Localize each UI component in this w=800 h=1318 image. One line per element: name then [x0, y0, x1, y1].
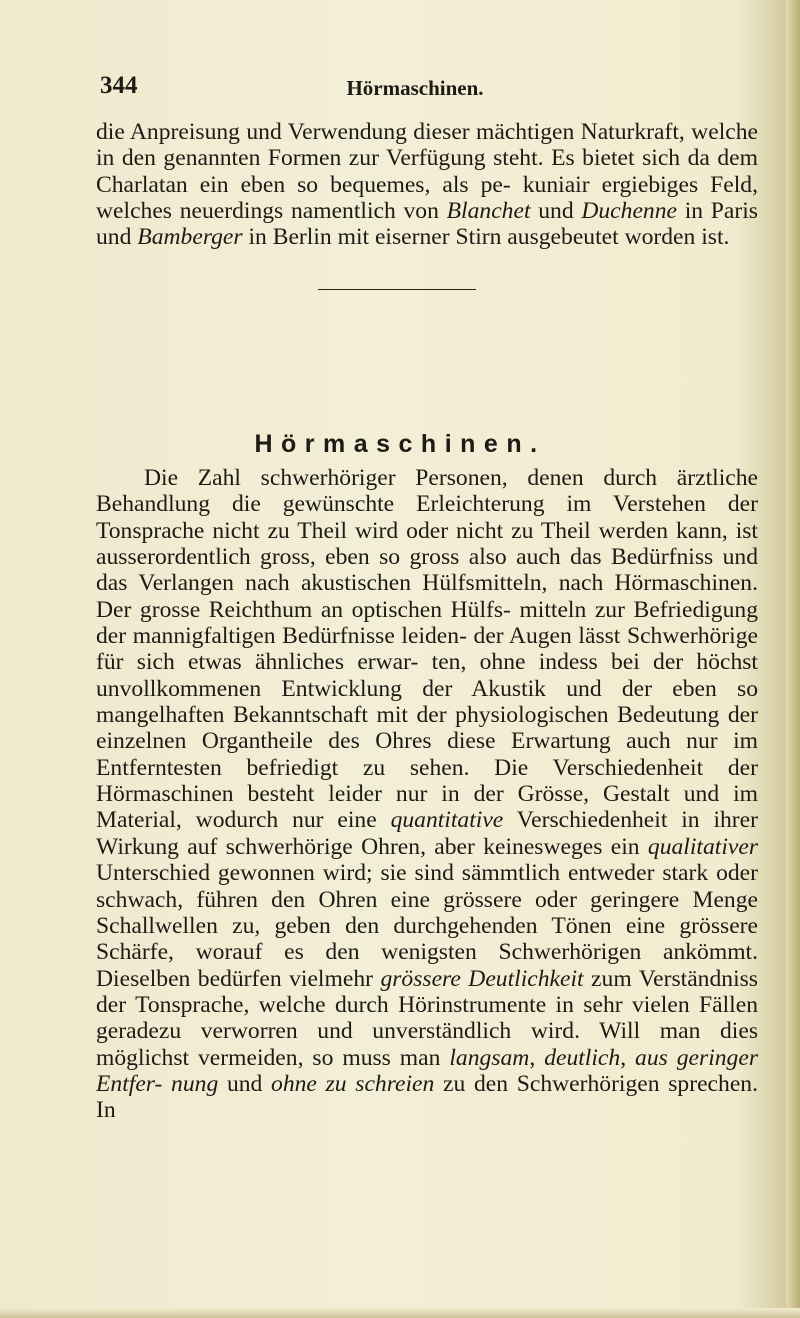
emphasis: aus geringer Entfer- nung: [96, 1044, 759, 1097]
paragraph-main: [96, 465, 758, 1124]
emphasis: ohne zu schreien: [271, 1070, 435, 1097]
emphasis: qualitativer: [647, 833, 758, 860]
running-title: Hörmaschinen.: [346, 76, 484, 100]
text-run: Verschiedenheit in ihrer Wirkung auf schwerhörige Ohren, aber keinesweges ein: [96, 807, 758, 860]
text-run: ,: [620, 1044, 636, 1071]
text-run: in Berlin mit eiserner Stirn ausgebeutet worden ist.: [242, 224, 730, 251]
name-bamberger: Bamberger: [137, 224, 243, 251]
text-run: Die Zahl schwerhöriger Personen, denen durch ärztliche Behandlung die gewünschte Erleichterung im Verstehen der Tonsprache nicht zu Theil wird oder nicht zu Theil werden kann, ist ausserordentlich gross, eben so gross also auch das Bedürfniss und das Verlangen nach akustischen Hülfsmitteln, nach Hörmaschinen. Der grosse Reichthum an optischen Hülfs- mitteln zur Befriedigung der mannigfaltigen Bedürfnisse leiden- der Augen lässt Schwerhörige für sich etwas ähnliches erwar- ten, ohne indess bei der höchst unvollkommenen Entwicklung der Akustik und der eben so mangelhaften Bekanntschaft mit der physiologischen Bedeutung der einzelnen Organtheile des Ohres diese Erwartung auch nur im Entferntesten befriedigt zu sehen. Die Verschiedenheit der Hörmaschinen besteht leider nur in der Grösse, Gestalt und im Material, wodurch nur eine: [96, 465, 758, 834]
section-title: Hörmaschinen.: [254, 430, 546, 458]
text-run: und: [218, 1070, 272, 1097]
paragraph-intro: [96, 119, 758, 251]
text-run: und: [530, 198, 582, 225]
section-divider: [318, 289, 476, 290]
paragraph-text: [96, 119, 758, 251]
page-number: 344: [100, 72, 138, 99]
page-header: [100, 72, 740, 104]
text-run: zu den Schwerhörigen sprechen. In: [96, 1070, 758, 1124]
emphasis: quantitative: [390, 807, 504, 834]
page-edge-bottom: [0, 1308, 800, 1318]
emphasis: langsam: [449, 1044, 530, 1071]
page-edge-right: [786, 0, 800, 1318]
name-blanchet: Blanchet: [446, 198, 531, 225]
text-run: ,: [529, 1044, 545, 1071]
emphasis: grössere Deutlichkeit: [380, 965, 584, 992]
text-run: die Anpreisung und Verwendung dieser mächtigen Naturkraft, welche in den genannten Formen zur Verfügung steht. Es bietet sich da dem Charlatan ein eben so bequemes, als pe- kuniair ergiebiges Feld, welches neuerdings namentlich von: [96, 119, 758, 225]
name-duchenne: Duchenne: [581, 198, 677, 225]
text-run: Unterschied gewonnen wird; sie sind sämmtlich entweder stark oder schwach, führen den Ohren eine grössere oder geringere Menge Schallwellen zu, geben den durchgehenden Tönen eine grössere Schärfe, worauf es den wenigsten Schwerhörigen ankömmt. Dieselben bedürfen vielmehr: [96, 860, 758, 992]
paragraph-text: [96, 465, 758, 1124]
emphasis: deutlich: [544, 1044, 621, 1071]
text-run: zum Verständniss der Tonsprache, welche durch Hörinstrumente in sehr vielen Fällen geradezu verworren und unverständlich wird. Will man dies möglichst vermeiden, so muss man: [96, 965, 758, 1071]
text-run: in Paris und: [96, 198, 758, 251]
